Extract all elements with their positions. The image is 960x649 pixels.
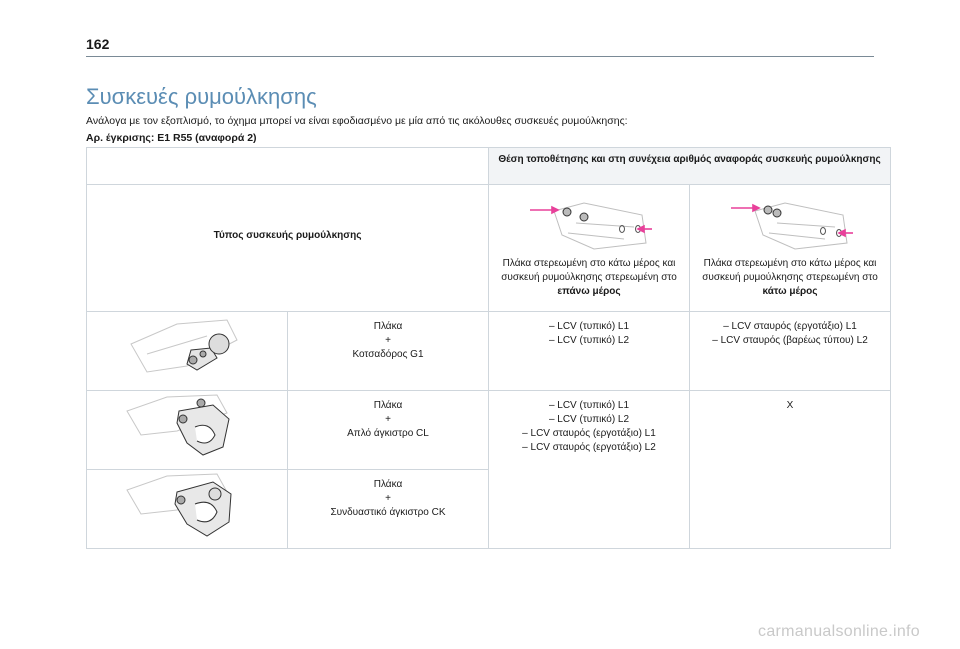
list-item: – LCV σταυρός (εργοτάξιο) L1 — [723, 321, 857, 332]
tow-ball-lower-list — [690, 312, 891, 391]
hook-upper-list — [489, 391, 690, 549]
header-type: Τύπος συσκευής ρυμούλκησης — [87, 185, 489, 312]
header-rule — [86, 56, 874, 57]
list-item: – LCV (τυπικό) L2 — [548, 414, 630, 425]
plate-lower-cell — [690, 185, 891, 312]
intro-text: Ανάλογα με τον εξοπλισμό, το όχημα μπορεί να είναι εφοδιασμένο με μία από τις ακόλουθες συσκευές ρυμούλκησης: — [86, 115, 628, 127]
tow-ball-icon — [87, 312, 287, 382]
list-item: – LCV σταυρός (εργοτάξιο) L2 — [522, 442, 656, 453]
towing-device-table — [86, 147, 891, 549]
simple-hook-image-cell — [87, 391, 288, 470]
combined-hook-icon — [87, 470, 287, 540]
tow-ball-upper-list — [489, 312, 690, 391]
list-item: – LCV (τυπικό) L1 — [548, 400, 630, 411]
list-item: – LCV σταυρός (βαρέως τύπου) L2 — [712, 335, 868, 346]
combined-hook-desc: Πλάκα + Συνδυαστικό άγκιστρο CK — [288, 470, 489, 549]
plate-upper-text: Πλάκα στερεωμένη στο κάτω μέρος και συσκευή ρυμούλκησης στερεωμένη στο επάνω μέρος — [501, 258, 677, 297]
plate-lower-diagram — [694, 191, 886, 253]
hook-lower-mark: X — [690, 391, 891, 549]
tow-ball-image-cell — [87, 312, 288, 391]
watermark: carmanualsonline.info — [758, 623, 920, 640]
list-item: – LCV σταυρός (εργοτάξιο) L1 — [522, 428, 656, 439]
tow-ball-desc: Πλάκα + Κοτσαδόρος G1 — [288, 312, 489, 391]
plate-lower-text: Πλάκα στερεωμένη στο κάτω μέρος και συσκευή ρυμούλκησης στερεωμένη στο κάτω μέρος — [702, 258, 878, 297]
combined-hook-image-cell — [87, 470, 288, 549]
list-item: – LCV (τυπικό) L1 — [548, 321, 630, 332]
plate-upper-cell — [489, 185, 690, 312]
list-item: – LCV (τυπικό) L2 — [548, 335, 630, 346]
plate-upper-diagram — [493, 191, 685, 253]
page-title: Συσκευές ρυμούλκησης — [86, 84, 317, 109]
simple-hook-desc: Πλάκα + Απλό άγκιστρο CL — [288, 391, 489, 470]
header-position: Θέση τοποθέτησης και στη συνέχεια αριθμός αναφοράς συσκευής ρυμούλκησης — [489, 148, 891, 185]
approval-number: Αρ. έγκρισης: E1 R55 (αναφορά 2) — [86, 132, 257, 144]
simple-hook-icon — [87, 391, 287, 461]
page-number: 162 — [86, 36, 110, 52]
header-empty-cell — [87, 148, 489, 185]
